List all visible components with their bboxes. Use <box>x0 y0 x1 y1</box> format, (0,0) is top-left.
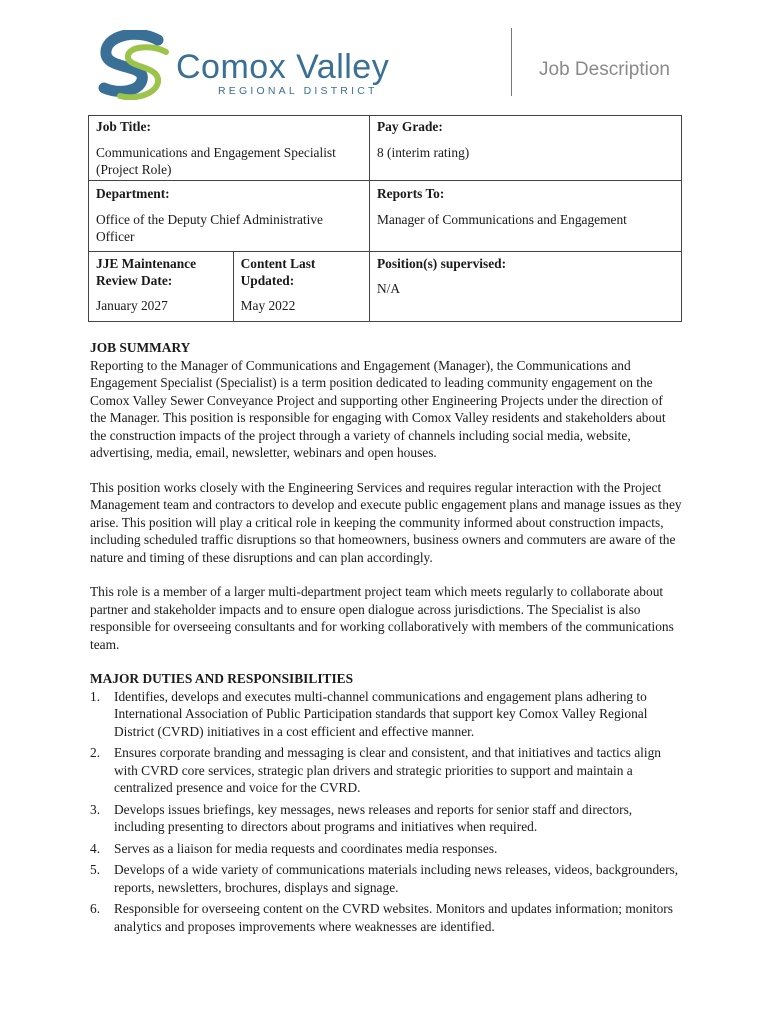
job-title-value: Communications and Engagement Specialist (Project Role) <box>96 145 336 177</box>
list-item <box>90 861 682 896</box>
org-name: Comox Valley <box>176 48 390 86</box>
positions-supervised-label: Position(s) supervised: <box>377 256 507 271</box>
pay-grade-value: 8 (interim rating) <box>377 145 470 160</box>
list-item-number: 5. <box>90 862 101 877</box>
document-type: Job Description <box>539 59 670 80</box>
list-item <box>90 840 682 858</box>
list-item-text: Identifies, develops and executes multi-channel communications and engagement plans adhering to International Association of Public Participation standards that support key Comox Valley Regional District (CVRD) initiatives in a cost efficient and effective manner. <box>114 688 648 739</box>
list-item-text: Develops of a wide variety of communications materials including news releases, videos, backgrounders, reports, newsletters, brochures, displays and signage. <box>114 862 679 895</box>
list-item-number: 6. <box>90 901 101 916</box>
jje-review-cell <box>89 252 234 322</box>
reports-to-cell <box>370 181 682 252</box>
job-summary-heading: JOB SUMMARY <box>90 340 191 355</box>
pay-grade-cell <box>370 116 682 181</box>
jje-review-label: JJE Maintenance Review Date: <box>96 256 197 288</box>
job-summary-paragraph: This role is a member of a larger multi-department project team which meets regularly to collaborate about partner and stakeholder impacts and to ensure open dialogue across jurisdictions. The Specialist is also responsible for overseeing consultants and for working collaboratively with members of the communications team. <box>90 584 674 652</box>
list-item <box>90 688 682 741</box>
list-item-text: Serves as a liaison for media requests and coordinates media responses. <box>114 840 498 856</box>
job-title-label: Job Title: <box>96 119 151 134</box>
department-value: Office of the Deputy Chief Administrative Officer <box>96 212 323 244</box>
positions-supervised-value: N/A <box>377 281 401 296</box>
department-label: Department: <box>96 186 170 201</box>
header-divider <box>511 28 512 96</box>
list-item-text: Responsible for overseeing content on the CVRD websites. Monitors and updates information; monitors analytics and proposes improvements where weaknesses are identified. <box>114 901 673 934</box>
list-item-number: 3. <box>90 801 101 817</box>
duties-heading: MAJOR DUTIES AND RESPONSIBILITIES <box>90 671 354 686</box>
logo-s-mark-icon <box>96 30 176 100</box>
document-body <box>90 339 682 939</box>
content-updated-value: May 2022 <box>240 298 296 313</box>
department-cell <box>89 181 370 252</box>
reports-to-value: Manager of Communications and Engagement <box>377 212 627 227</box>
list-item-text: Develops issues briefings, key messages, news releases and reports for senior staff and directors, including presenting to directors about programs and initiatives when required. <box>114 801 633 834</box>
org-subtitle: REGIONAL DISTRICT <box>218 85 378 97</box>
list-item-number: 1. <box>90 688 101 704</box>
duties-list <box>90 688 682 936</box>
job-summary-paragraph: This position works closely with the Engineering Services and requires regular interaction with the Project Management team and contractors to develop and execute public engagement plans and manage issues as they arise. This position will play a critical role in keeping the community informed about construction impacts, including scheduled traffic disruptions so that homeowners, business owners and commuters are aware of the nature and timing of these disruptions and can plan accordingly. <box>90 479 682 565</box>
list-item-number: 4. <box>90 840 101 856</box>
positions-supervised-cell <box>370 252 682 322</box>
content-updated-label: Content Last Updated: <box>240 256 316 288</box>
list-item <box>90 744 682 797</box>
content-updated-cell <box>233 252 369 322</box>
list-item <box>90 900 682 935</box>
list-item <box>90 801 682 836</box>
reports-to-label: Reports To: <box>377 186 445 201</box>
job-summary-paragraph: Reporting to the Manager of Communications and Engagement (Manager), the Communications and Engagement Specialist (Specialist) is a term position dedicated to leading community engagement on the Comox Valley Sewer Conveyance Project and supporting other Engineering Projects under the direction of the Manager. This position is responsible for engaging with Comox Valley residents and stakeholders about the construction impacts of the project through a variety of channels including social media, website, advertising, media, email, newsletter, webinars and open houses. <box>90 357 666 460</box>
job-title-cell <box>89 116 370 181</box>
org-logo <box>96 30 396 100</box>
list-item-text: Ensures corporate branding and messaging is clear and consistent, and that initiatives and tactics align with CVRD core services, strategic plan drivers and strategic priorities to support and maintain a centralized presence and voice for the CVRD. <box>114 745 661 795</box>
job-info-table <box>88 115 682 322</box>
list-item-number: 2. <box>90 745 101 760</box>
pay-grade-label: Pay Grade: <box>377 119 443 134</box>
jje-review-value: January 2027 <box>96 298 168 313</box>
